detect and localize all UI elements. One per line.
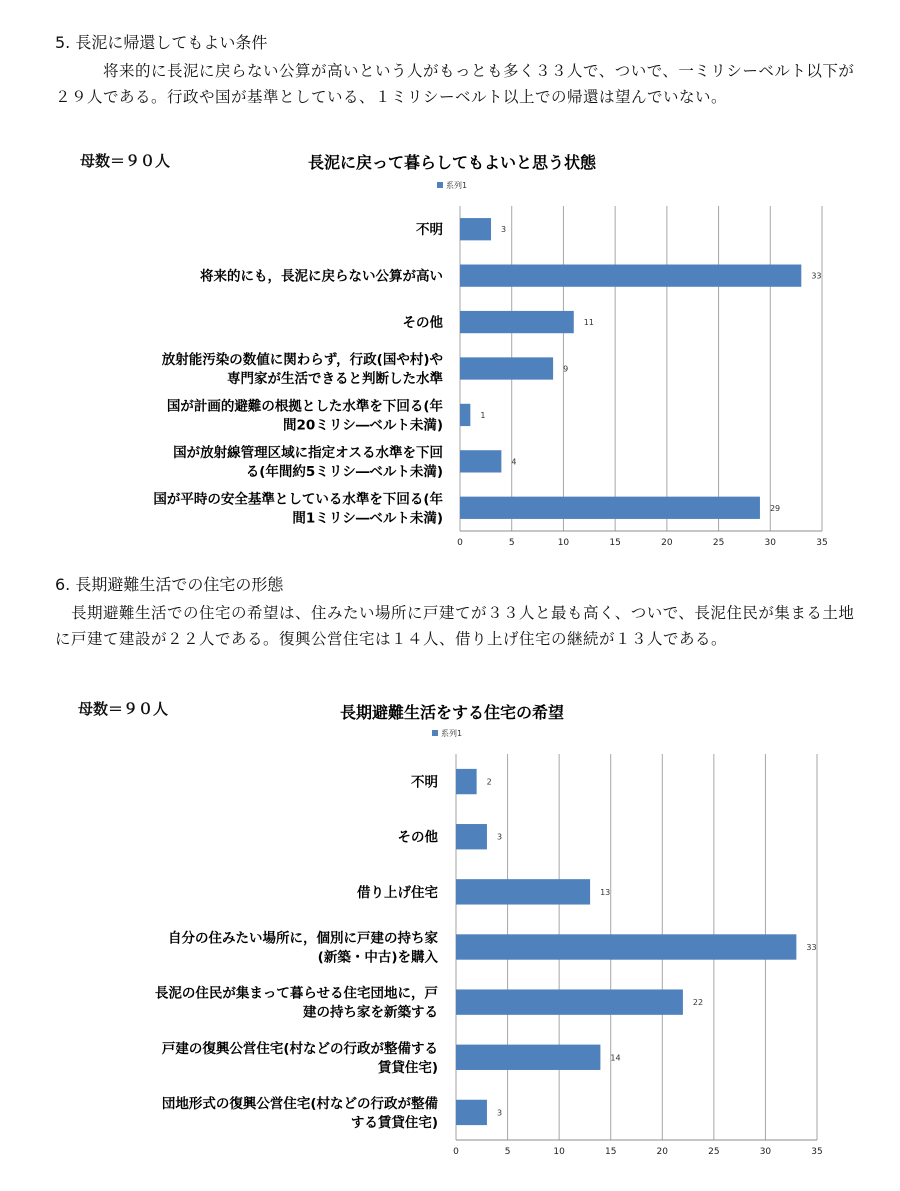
chart2-category-label: する賃貸住宅) <box>350 1114 438 1131</box>
chart1-x-tick-label: 20 <box>661 538 673 548</box>
chart1-category-label: 間1ミリシ―ベルト未満) <box>292 510 443 527</box>
chart2-x-tick-label: 10 <box>553 1147 565 1157</box>
chart1-category-label: その他 <box>402 315 443 332</box>
chart2-legend-label: 系列1 <box>441 729 463 738</box>
chart2-bar <box>456 1100 487 1125</box>
chart2-housing-preference <box>0 698 900 1168</box>
chart2-bar <box>456 824 487 849</box>
chart1-category-label: 国が平時の安全基準としている水準を下回る(年 <box>153 491 443 508</box>
chart1-data-label: 9 <box>563 364 569 374</box>
chart2-category-label: 不明 <box>411 774 438 791</box>
chart1-data-label: 29 <box>769 503 781 513</box>
chart2-bar <box>456 989 683 1014</box>
chart2-bar <box>456 934 796 959</box>
chart1-category-label: 専門家が生活できると判断した水準 <box>227 371 443 387</box>
chart1-data-label: 33 <box>811 271 822 281</box>
chart1-x-tick-label: 10 <box>557 538 570 548</box>
chart2-x-tick-label: 30 <box>759 1147 772 1157</box>
chart2-data-label: 3 <box>496 832 503 842</box>
chart1-data-label: 1 <box>480 410 486 420</box>
chart2-x-tick-label: 0 <box>453 1147 459 1157</box>
chart2-data-label: 33 <box>806 943 817 952</box>
chart2-category-label: 団地形式の復興公営住宅(村などの行政が整備 <box>161 1095 438 1112</box>
chart1-title: 長泥に戻って暮らしてもよいと思う状態 <box>307 153 597 172</box>
chart1-bar <box>460 404 470 426</box>
chart2-category-label: 戸建の復興公営住宅(村などの行政が整備する <box>161 1040 438 1057</box>
chart1-x-tick-label: 15 <box>609 538 621 548</box>
chart2-category-label: 長泥の住民が集まって暮らせる住宅団地に，戸 <box>154 985 438 1002</box>
chart1-data-label: 4 <box>511 457 517 467</box>
chart1-bar <box>460 311 574 333</box>
chart1-category-label: 放射能汚染の数値に関わらず，行政(国や村)や <box>161 352 443 368</box>
chart1-x-tick-label: 30 <box>764 538 777 548</box>
chart2-x-tick-label: 35 <box>811 1147 823 1157</box>
chart1-category-label: 間20ミリシ―ベルト未満) <box>283 417 443 434</box>
chart1-legend-swatch <box>437 182 443 188</box>
chart2-bar <box>456 879 590 904</box>
chart1-legend-label: 系列1 <box>446 181 468 190</box>
chart2-category-label: (新築・中古)を購入 <box>317 949 438 966</box>
section5-paragraph: 将来的に長泥に戻らない公算が高いという人がもっとも多く３３人で、ついで、一ミリシーベルト以下が２９人である。行政や国が基準としている、１ミリシーベルト以上での帰還は望んでいない。 <box>55 62 855 106</box>
chart2-data-label: 2 <box>486 777 492 787</box>
chart2-legend-swatch <box>432 730 438 736</box>
section6-heading: 6. 長期避難生活での住宅の形態 <box>55 575 284 594</box>
chart1-category-label: る(年間約5ミリシ―ベルト未満) <box>245 463 443 480</box>
chart1-data-label: 3 <box>501 225 507 235</box>
chart2-category-label: その他 <box>397 829 438 846</box>
chart2-category-label: 借り上げ住宅 <box>357 884 438 901</box>
chart2-title: 長期避難生活をする住宅の希望 <box>339 703 565 722</box>
chart2-basis-label: 母数＝９０人 <box>78 700 169 718</box>
chart1-x-tick-label: 5 <box>508 538 515 548</box>
chart1-category-label: 不明 <box>416 222 443 239</box>
chart1-data-label: 11 <box>583 318 594 328</box>
chart2-x-tick-label: 25 <box>708 1147 720 1157</box>
chart1-x-tick-label: 35 <box>816 538 828 548</box>
chart2-data-label: 3 <box>496 1108 503 1118</box>
chart2-x-tick-label: 15 <box>604 1147 617 1157</box>
chart2-data-label: 14 <box>610 1053 621 1063</box>
chart1-bar <box>460 218 491 240</box>
chart1-bar <box>460 265 801 287</box>
chart2-data-label: 22 <box>692 998 704 1008</box>
chart1-x-tick-label: 0 <box>457 538 463 548</box>
chart1-x-tick-label: 25 <box>712 538 725 548</box>
chart2-bar <box>456 1045 600 1070</box>
chart2-category-label: 賃貸住宅) <box>377 1059 438 1076</box>
chart2-data-label: 13 <box>600 887 611 897</box>
chart2-x-tick-label: 20 <box>656 1147 669 1157</box>
chart2-bar <box>456 769 477 794</box>
section6-paragraph: 長期避難生活での住宅の希望は、住みたい場所に戸建てが３３人と最も高く、ついで、長泥住民が集まる土地に戸建て建設が２２人である。復興公営住宅は１４人、借り上げ住宅の継続が１３人である。 <box>55 604 855 648</box>
chart1-category-label: 国が放射線管理区域に指定オスる水準を下回 <box>173 444 443 461</box>
chart1-bar <box>460 357 553 379</box>
chart1-category-label: 将来的にも，長泥に戻らない公算が高い <box>200 268 443 285</box>
chart2-category-label: 自分の住みたい場所に，個別に戸建の持ち家 <box>168 930 438 947</box>
chart1-basis-label: 母数＝９０人 <box>80 152 171 170</box>
chart1-category-label: 国が計画的避難の根拠とした水準を下回る(年 <box>166 398 443 415</box>
chart2-category-label: 建の持ち家を新築する <box>303 1004 438 1021</box>
chart1-bar <box>460 450 501 472</box>
chart1-housing-return-conditions <box>0 148 900 558</box>
chart1-bar <box>460 497 760 519</box>
section5-heading: 5. 長泥に帰還してもよい条件 <box>55 33 268 52</box>
chart2-x-tick-label: 5 <box>504 1147 511 1157</box>
